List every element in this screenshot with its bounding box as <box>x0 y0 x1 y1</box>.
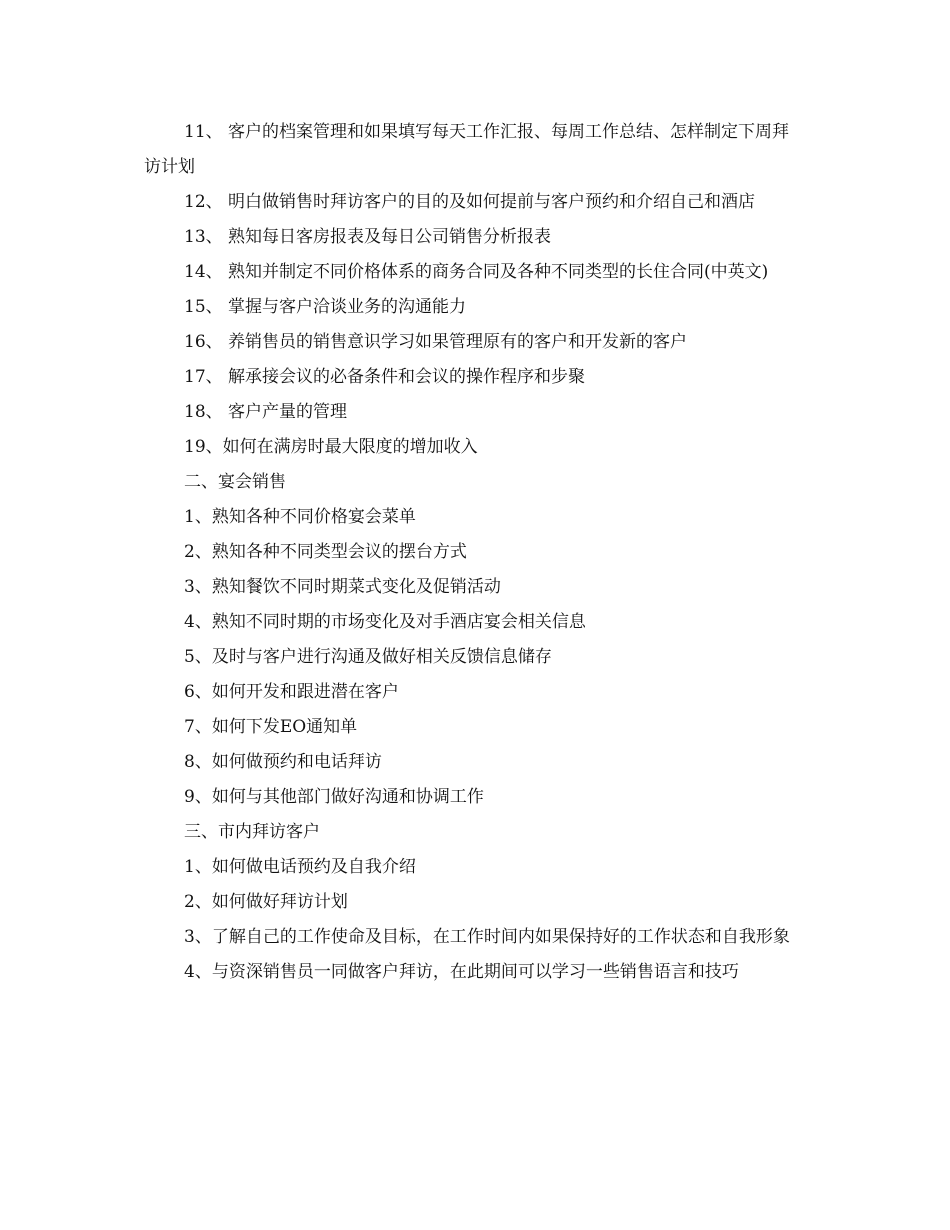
visit-item-4: 4、与资深销售员一同做客户拜访，在此期间可以学习一些销售语言和技巧 <box>184 962 739 982</box>
banquet-item-3: 3、熟知餐饮不同时期菜式变化及促销活动 <box>184 577 501 597</box>
paragraph-15: 15、 掌握与客户洽谈业务的沟通能力 <box>184 297 467 317</box>
section-heading-banquet-sales: 二、宴会销售 <box>184 472 286 492</box>
paragraph-19: 19、如何在满房时最大限度的增加收入 <box>184 437 478 457</box>
paragraph-11: 11、 客户的档案管理和如果填写每天工作汇报、每周工作总结、怎样制定下周拜访计划 <box>144 122 790 177</box>
paragraph-12: 12、 明白做销售时拜访客户的目的及如何提前与客户预约和介绍自己和酒店 <box>184 192 756 212</box>
document-body <box>144 115 804 990</box>
paragraph-16: 16、 养销售员的销售意识学习如果管理原有的客户和开发新的客户 <box>184 332 688 352</box>
banquet-item-4: 4、熟知不同时期的市场变化及对手酒店宴会相关信息 <box>184 612 586 632</box>
banquet-item-2: 2、熟知各种不同类型会议的摆台方式 <box>184 542 467 562</box>
paragraph-13: 13、 熟知每日客房报表及每日公司销售分析报表 <box>184 227 552 247</box>
banquet-item-5: 5、及时与客户进行沟通及做好相关反馈信息储存 <box>184 647 552 667</box>
banquet-item-6: 6、如何开发和跟进潜在客户 <box>184 682 399 702</box>
section-heading-city-visits: 三、市内拜访客户 <box>184 822 320 842</box>
visit-item-3: 3、了解自己的工作使命及目标，在工作时间内如果保持好的工作状态和自我形象 <box>184 927 790 947</box>
visit-item-2: 2、如何做好拜访计划 <box>184 892 348 912</box>
banquet-item-7: 7、如何下发EO通知单 <box>184 717 358 737</box>
visit-item-1: 1、如何做电话预约及自我介绍 <box>184 857 416 877</box>
banquet-item-1: 1、熟知各种不同价格宴会菜单 <box>184 507 416 527</box>
paragraph-17: 17、 解承接会议的必备条件和会议的操作程序和步聚 <box>184 367 586 387</box>
paragraph-14: 14、 熟知并制定不同价格体系的商务合同及各种不同类型的长住合同(中英文) <box>184 262 769 282</box>
banquet-item-9: 9、如何与其他部门做好沟通和协调工作 <box>184 787 484 807</box>
paragraph-18: 18、 客户产量的管理 <box>184 402 348 422</box>
banquet-item-8: 8、如何做预约和电话拜访 <box>184 752 382 772</box>
